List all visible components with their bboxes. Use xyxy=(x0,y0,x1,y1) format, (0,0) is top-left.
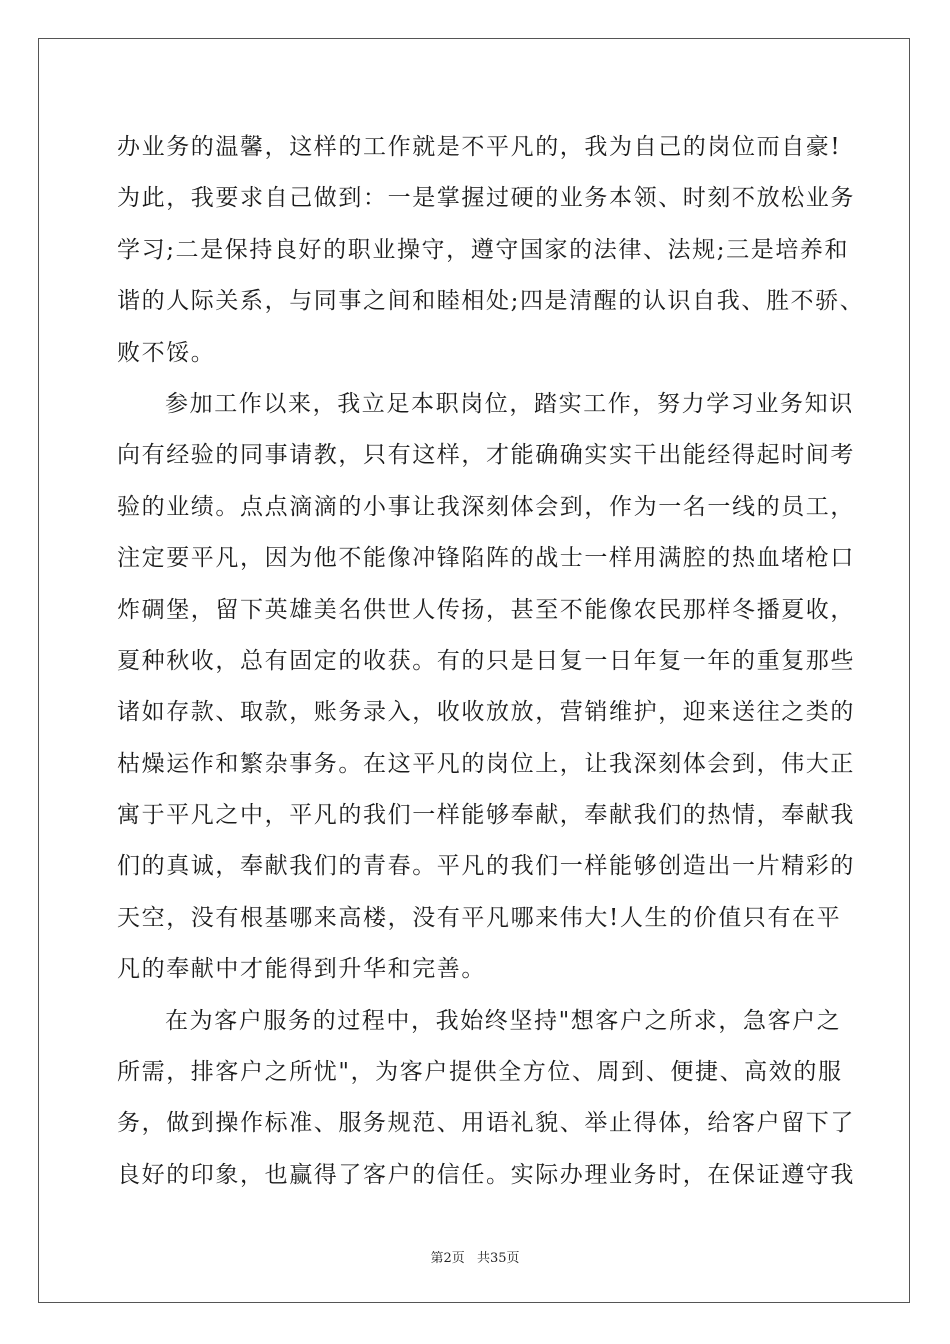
text-line: 良好的印象，也赢得了客户的信任。实际办理业务时，在保证遵守我 xyxy=(117,1161,855,1188)
paragraph-first-line: 参加工作以来，我立足本职岗位，踏实工作，努力学习业务知识 xyxy=(165,390,854,417)
text-line: 天空，没有根基哪来高楼，没有平凡哪来伟大!人生的价值只有在平 xyxy=(117,904,842,931)
text-line: 炸碉堡，留下英雄美名供世人传扬，甚至不能像农民那样冬播夏收， xyxy=(117,596,855,623)
text-line: 败不馁。 xyxy=(117,339,216,366)
text-line: 凡的奉献中才能得到升华和完善。 xyxy=(117,956,486,983)
text-line: 所需，排客户之所忧"，为客户提供全方位、周到、便捷、高效的服 xyxy=(117,1059,843,1086)
document-body xyxy=(117,128,865,1207)
text-line: 验的业绩。点点滴滴的小事让我深刻体会到，作为一名一线的员工， xyxy=(117,493,855,520)
text-line: 为此，我要求自己做到：一是掌握过硬的业务本领、时刻不放松业务 xyxy=(117,185,855,212)
text-line: 谐的人际关系，与同事之间和睦相处;四是清醒的认识自我、胜不骄、 xyxy=(117,288,865,315)
text-line: 学习;二是保持良好的职业操守，遵守国家的法律、法规;三是培养和 xyxy=(117,236,850,263)
page-total: 共35页 xyxy=(476,1251,520,1266)
text-line: 枯燥运作和繁杂事务。在这平凡的岗位上，让我深刻体会到，伟大正 xyxy=(117,750,855,777)
text-line: 注定要平凡，因为他不能像冲锋陷阵的战士一样用满腔的热血堵枪口 xyxy=(117,545,855,572)
text-line: 夏种秋收，总有固定的收获。有的只是日复一日年复一年的重复那些 xyxy=(117,647,855,674)
page-number: 第2页 xyxy=(430,1251,465,1266)
text-line: 诸如存款、取款，账务录入，收收放放，营销维护，迎来送往之类的 xyxy=(117,699,855,726)
text-line: 务，做到操作标准、服务规范、用语礼貌、举止得体，给客户留下了 xyxy=(117,1110,855,1137)
paragraph-first-line: 在为客户服务的过程中，我始终坚持"想客户之所求，急客户之 xyxy=(165,1007,842,1034)
text-line: 们的真诚，奉献我们的青春。平凡的我们一样能够创造出一片精彩的 xyxy=(117,853,855,880)
page-footer xyxy=(0,1247,950,1266)
text-line: 向有经验的同事请教，只有这样，才能确确实实干出能经得起时间考 xyxy=(117,442,855,469)
text-line: 办业务的温馨，这样的工作就是不平凡的，我为自己的岗位而自豪! xyxy=(117,134,842,160)
text-line: 寓于平凡之中，平凡的我们一样能够奉献，奉献我们的热情，奉献我 xyxy=(117,802,855,829)
